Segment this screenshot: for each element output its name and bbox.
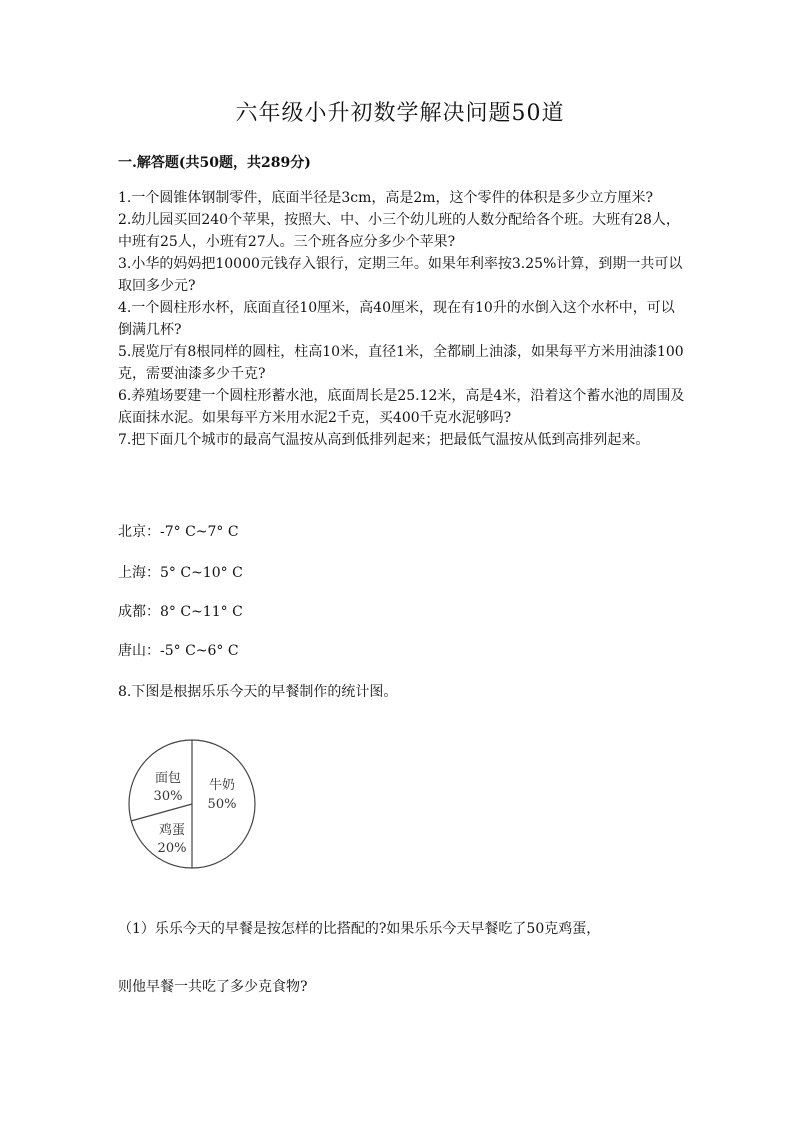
question-4: 4.一个圆柱形水杯，底面直径10厘米，高40厘米，现在有10升的水倒入这个水杯中，可以倒满几杯?: [118, 300, 675, 338]
slice-label-egg: 鸡蛋: [158, 823, 186, 838]
question-5: 5.展览厅有8根同样的圆柱，柱高10米，直径1米，全都刷上油漆，如果每平方米用油漆100克，需要油漆多少千克?: [118, 344, 684, 382]
slice-value-bread: 30%: [153, 789, 183, 804]
city-chengdu: 成都：8° C~11° C: [118, 604, 243, 620]
slice-label-milk: 牛奶: [208, 778, 236, 793]
slice-value-milk: 50%: [207, 797, 237, 812]
section-heading: 一.解答题(共50题，共289分): [118, 155, 311, 171]
question-8: 8.下图是根据乐乐今天的早餐制作的统计图。: [118, 684, 398, 700]
city-beijing: 北京：-7° C~7° C: [118, 524, 239, 540]
subquestion-1-line-1: （1）乐乐今天的早餐是按怎样的比搭配的?如果乐乐今天早餐吃了50克鸡蛋，: [118, 921, 601, 937]
subquestion-1-line-2: 则他早餐一共吃了多少克食物?: [118, 979, 308, 995]
question-7: 7.把下面几个城市的最高气温按从高到低排列起来；把最低气温按从低到高排列起来。: [118, 432, 650, 448]
question-6: 6.养殖场要建一个圆柱形蓄水池，底面周长是25.12米，高是4米，沿着这个蓄水池的周围及底面抹水泥。如果每平方米用水泥2千克，买400千克水泥够吗?: [118, 388, 685, 426]
pie-divider-diagonal: [131, 804, 192, 821]
question-list: [118, 187, 688, 451]
question-1: 1.一个圆锥体钢制零件，底面半径是3cm，高是2m，这个零件的体积是多少立方厘米?: [118, 190, 654, 206]
city-shanghai: 上海：5° C~10° C: [118, 565, 243, 581]
breakfast-pie-chart: [128, 738, 268, 870]
slice-label-bread: 面包: [154, 771, 182, 786]
page-title: 六年级小升初数学解决问题50道: [235, 101, 565, 126]
question-2: 2.幼儿园买回240个苹果，按照大、中、小三个幼儿班的人数分配给各个班。大班有28人，中班有25人，小班有27人。三个班各应分多少个苹果?: [118, 212, 680, 250]
slice-value-egg: 20%: [157, 841, 187, 856]
question-3: 3.小华的妈妈把10000元钱存入银行，定期三年。如果年利率按3.25%计算，到期一共可以取回多少元?: [118, 256, 683, 294]
city-tangshan: 唐山：-5° C~6° C: [118, 643, 239, 659]
